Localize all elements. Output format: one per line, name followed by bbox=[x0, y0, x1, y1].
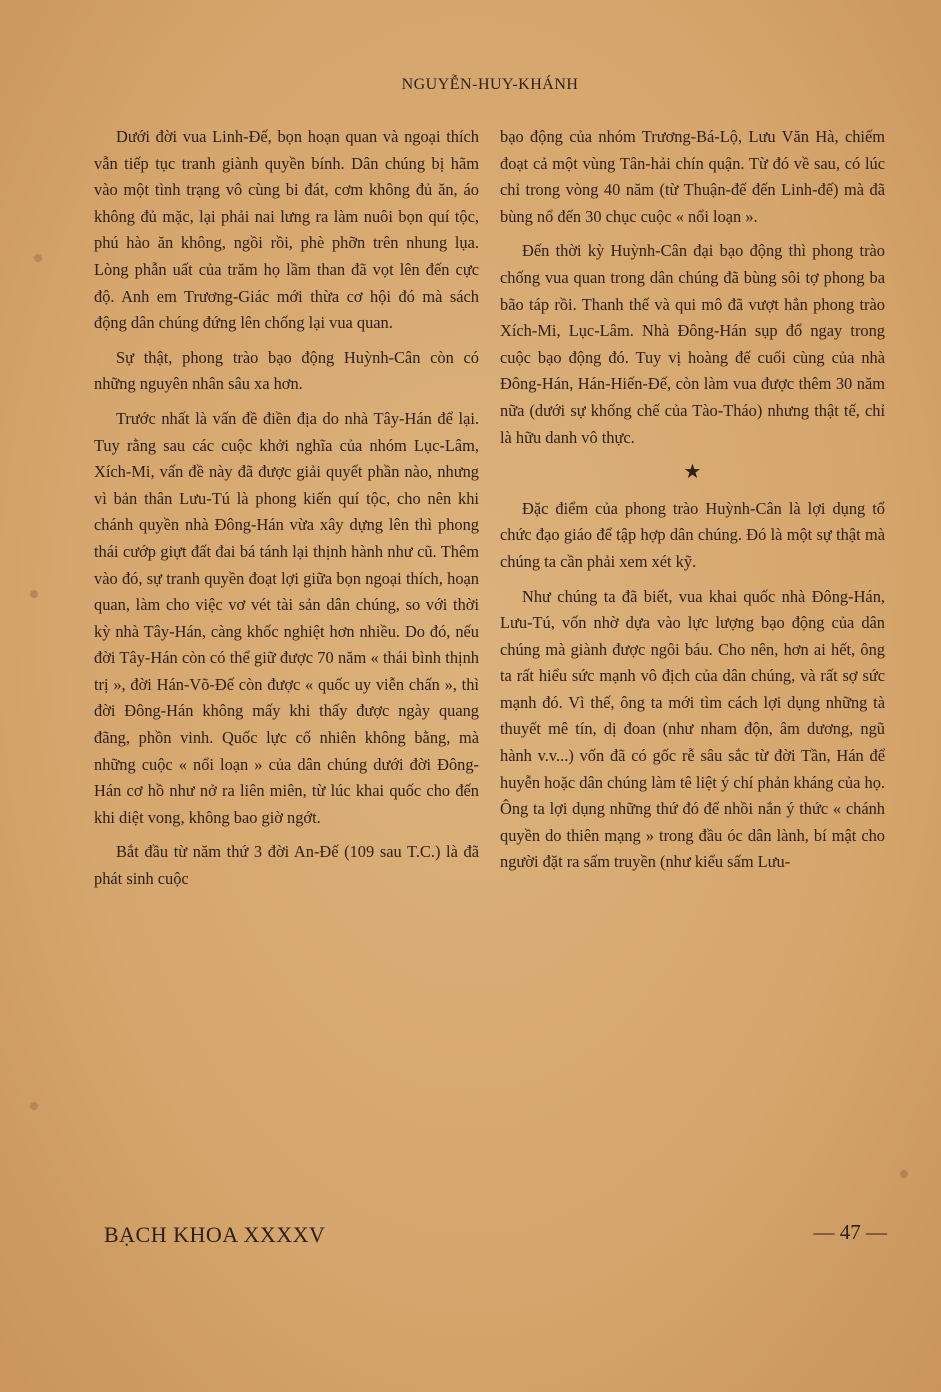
section-divider-star: ★ bbox=[683, 461, 702, 484]
publication-title: BẠCH KHOA XXXXV bbox=[104, 1222, 326, 1247]
paper-stain bbox=[30, 1102, 38, 1110]
paragraph: Trước nhất là vấn đề điền địa do nhà Tây-Hán để lại. Tuy rằng sau các cuộc khởi nghĩa của nhóm Lục-Lâm, Xích-Mi, vấn đề này đã được giải quyết phần nào, nhưng vì bản thân Lưu-Tú là phong kiến quí tộc, cho nên khi chánh quyền nhà Đông-Hán vừa xây dựng lên thì phong thái cướp giựt đất đai bá tánh lại thịnh hành như cũ. Thêm vào đó, sự tranh quyền đoạt lợi giữa bọn ngoại thích, hoạn quan, làm cho việc vơ vét tài sản dân chúng, so với thời kỳ nhà Tây-Hán, càng khốc nghiệt hơn nhiều. Do đó, nếu đời Tây-Hán còn có thể giữ được 70 năm « thái bình thịnh trị », đời Hán-Võ-Đế còn được « quốc uy viễn chấn », thì đời Đông-Hán không mấy khi thấy được ngày quang đãng, phồn vinh. Quốc lực cố nhiên không bằng, mà những cuộc « nổi loạn » của dân chúng dưới đời Đông-Hán cơ hồ như nở ra liên miên, từ lúc khai quốc cho đến khi diệt vong, không bao giờ ngớt. bbox=[94, 408, 479, 827]
author-header: NGUYỄN-HUY-KHÁNH bbox=[401, 76, 579, 93]
paragraph: bạo động của nhóm Trương-Bá-Lộ, Lưu Văn Hà, chiếm đoạt cả một vùng Tân-hải chín quận. Từ đó về sau, có lúc chỉ trong vòng 40 năm (từ Thuận-đế đến Linh-đế) mà đã bùng nổ đến 30 chục cuộc « nổi loạn ». bbox=[500, 127, 885, 226]
paragraph: Đến thời kỳ Huỳnh-Cân đại bạo động thì phong trào chống vua quan trong dân chúng đã bùng sôi tợ phong ba bão táp rồi. Thanh thế và qui mô đã vượt hẳn phong trào Xích-Mi, Lục-Lâm. Nhà Đông-Hán sụp đổ ngay trong cuộc bạo động đó. Tuy vị hoàng đế cuối cùng của nhà Đông-Hán, Hán-Hiến-Đế, còn làm vua được thêm 30 năm nữa (dưới sự khống chế của Tào-Tháo) nhưng thật tế, chỉ là hữu danh vô thực. bbox=[500, 241, 885, 447]
paper-stain bbox=[34, 254, 42, 262]
paragraph: Dưới đời vua Linh-Đế, bọn hoạn quan và ngoại thích vẫn tiếp tục tranh giành quyền bính. Dân chúng bị hãm vào một tình trạng vô cùng bi đát, cơm không đủ ăn, áo không đủ mặc, lại phải nai lưng ra làm nuôi bọn quí tộc, phú hào ăn không, ngồi rồi, phè phỡn trên nhung lụa. Lòng phẫn uất của trăm họ lầm than đã vọt lên đến cực độ. Anh em Trương-Giác mới thừa cơ hội đó mà sách động dân chúng đứng lên chống lại vua quan. bbox=[94, 127, 479, 333]
left-column bbox=[94, 124, 479, 901]
page-number: — 47 — bbox=[813, 1220, 887, 1244]
paragraph: Đặc điểm của phong trào Huỳnh-Cân là lợi dụng tổ chức đạo giáo để tập hợp dân chúng. Đó là một sự thật mà chúng ta cần phải xem xét kỹ. bbox=[500, 498, 885, 571]
paragraph: Như chúng ta đã biết, vua khai quốc nhà Đông-Hán, Lưu-Tú, vốn nhờ dựa vào lực lượng bạo động của dân chúng mà giành được ngôi báu. Cho nên, hơn ai hết, ông ta rất hiểu sức mạnh vô địch của dân chúng, và rất sợ sức mạnh đó. Vì thế, ông ta mới tìm cách lợi dụng những tà thuyết mê tín, dị đoan (như nham độn, âm dương, ngũ hành v.v...) vốn đã có gốc rễ sâu sắc từ đời Tần, Hán để huyễn hoặc dân chúng làm tê liệt ý chí phản kháng của họ. Ông ta lợi dụng những thứ đó để nhồi nắn ý thức « chánh quyền do thiên mạng » trong đầu óc dân lành, bí mật cho người đặt ra sấm truyền (như kiểu sấm Lưu- bbox=[500, 586, 885, 872]
paper-stain bbox=[30, 590, 38, 598]
right-column bbox=[500, 124, 885, 884]
paragraph: Bắt đầu từ năm thứ 3 đời An-Đế (109 sau T.C.) là đã phát sinh cuộc bbox=[94, 842, 479, 889]
paragraph: Sự thật, phong trào bạo động Huỳnh-Cân còn có những nguyên nhân sâu xa hơn. bbox=[94, 347, 479, 394]
paper-stain bbox=[900, 1170, 908, 1178]
